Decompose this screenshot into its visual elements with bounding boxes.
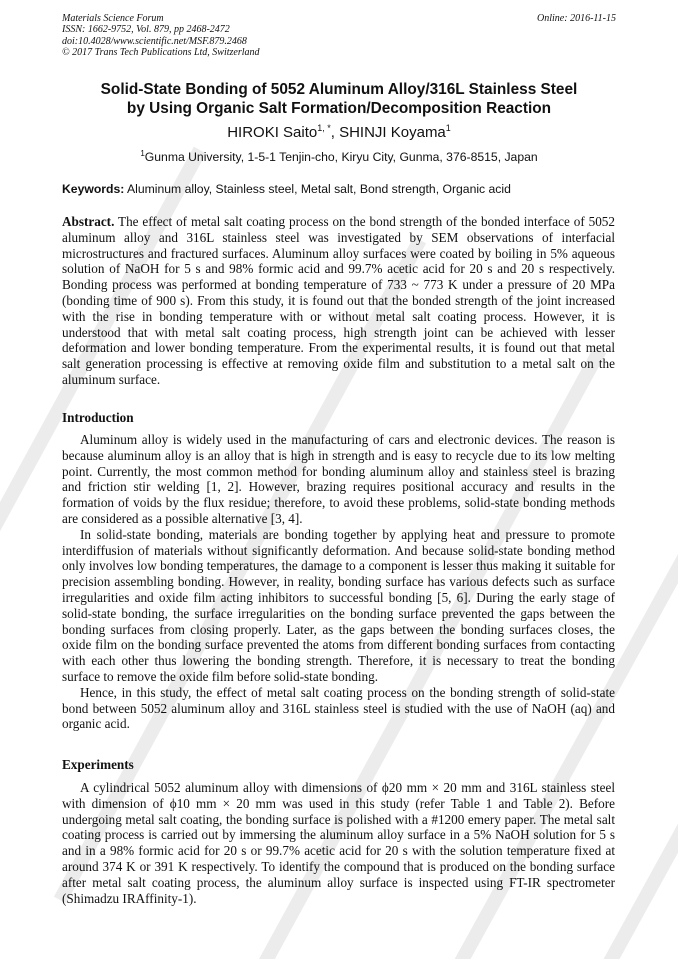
doi-line: doi:10.4028/www.scientific.net/MSF.879.2468 — [62, 35, 247, 47]
title-line-1: Solid-State Bonding of 5052 Aluminum Alloy/316L Stainless Steel — [100, 81, 578, 98]
abstract-label: Abstract. — [62, 214, 115, 229]
keywords-line — [62, 182, 628, 196]
journal-header — [62, 13, 616, 58]
author-1: HIROKI Saito — [227, 124, 318, 141]
author-list — [40, 123, 638, 141]
abstract-section — [62, 214, 615, 388]
affiliation-text: Gunma University, 1-5-1 Tenjin-cho, Kiryu City, Gunma, 376-8515, Japan — [144, 150, 538, 164]
affiliation — [40, 149, 638, 164]
experiments-section — [62, 780, 615, 906]
title-line-2: by Using Organic Salt Formation/Decomposition Reaction — [126, 100, 552, 117]
intro-paragraph-3: Hence, in this study, the effect of metal salt coating process on the bonding strength of solid-state bond between 5052 aluminum alloy and 316L stainless steel is studied with the use of NaOH (aq) and organic acid. — [62, 684, 615, 732]
author-2-affiliation-mark: 1 — [445, 123, 451, 133]
introduction-section — [62, 432, 615, 732]
copyright-line: © 2017 Trans Tech Publications Ltd, Switzerland — [62, 46, 260, 58]
keywords-text: Aluminum alloy, Stainless steel, Metal salt, Bond strength, Organic acid — [127, 182, 511, 196]
keywords-label: Keywords: — [62, 182, 125, 196]
paper-title — [40, 80, 638, 118]
introduction-heading: Introduction — [62, 410, 134, 425]
abstract-text: The effect of metal salt coating process on the bond strength of the bonded interface of 5052 aluminum alloy and 316L stainless steel was investigated by SEM observations of interfacial microstructures and fractured surfaces. Aluminum alloy surfaces were coated by boiling in 5% aqueous solution of NaOH for 5 s and 98% formic acid and 99.7% acetic acid for 20 s and 20 s respectively. Bonding process was performed at bonding temperature of 733 ~ 773 K under a pressure of 20 MPa (bonding time of 900 s). From this study, it is found out that the bonded strength of the joint increased with the rise in bonding temperature with or without metal salt coating process. However, it is understood that with metal salt coating process, high strength joint can be achieved with lesser deformation and lower bonding temperature. From the experimental results, it is found out that metal salt generation processing is effective at removing oxide film and substitution to a metal salt on the aluminum surface. — [62, 214, 615, 387]
intro-paragraph-2: In solid-state bonding, materials are bonding together by applying heat and pressure to promote interdiffusion of materials without significantly deformation. And because solid-state bonding method only involves low bonding temperatures, the damage to a component is lesser thus making it suitable for precision assembling bonding. However, in reality, bonding surface has various defects such as surface irregularities and oxide film acting inhibitors to successful bonding [5, 6]. During the early stage of solid-state bonding, the surface irregularities on the bonding surface prevented the gaps between the bonding surfaces from closing properly. Later, as the gaps between the bonding surfaces closes, the oxide film on the bonding surface prevented the atoms from different bonding surfaces from contacting with each other thus lowering the bonding strength. Therefore, it is necessary to treat the bonding surface to remove the oxide film before solid-state bonding. — [62, 526, 615, 684]
issn-line: ISSN: 1662-9752, Vol. 879, pp 2468-2472 — [62, 24, 230, 36]
author-2: SHINJI Koyama — [339, 124, 446, 141]
intro-paragraph-1: Aluminum alloy is widely used in the manufacturing of cars and electronic devices. The reason is because aluminum alloy is an alloy that is high in strength and is easy to recycle due to its low melting point. Currently, the most common method for bonding aluminum alloy and stainless steel is brazing and friction stir welding [1, 2]. However, brazing requires positional accuracy and results in the formation of voids by the flux residue; therefore, to avoid these problems, solid-state bonding methods are considered as a possible alternative [3, 4]. — [62, 432, 615, 526]
experiments-heading: Experiments — [62, 757, 134, 772]
author-separator: , — [330, 124, 340, 141]
author-1-affiliation-mark: 1, * — [317, 123, 331, 133]
affiliation-mark: 1 — [140, 149, 145, 158]
experiments-paragraph: A cylindrical 5052 aluminum alloy with dimensions of ϕ20 mm × 20 mm and 316L stainless steel with dimension of ϕ10 mm × 20 mm was used in this study (refer Table 1 and Table 2). Before undergoing metal salt coating, the bonding surface is polished with a #1200 emery paper. The metal salt coating process is carried out by immersing the aluminum alloy surface in a 5% NaOH solution for 5 s and in a 98% formic acid for 20 s or 99.7% acetic acid for 20 s with the solution temperature fixed at around 374 K or 391 K respectively. To identify the compound that is produced on the bonding surface after metal salt coating process, the aluminum alloy surface is inspected using FT-IR spectrometer (Shimadzu IRAffinity-1). — [62, 780, 615, 906]
online-date: Online: 2016-11-15 — [537, 13, 616, 24]
journal-name: Materials Science Forum — [62, 13, 164, 24]
